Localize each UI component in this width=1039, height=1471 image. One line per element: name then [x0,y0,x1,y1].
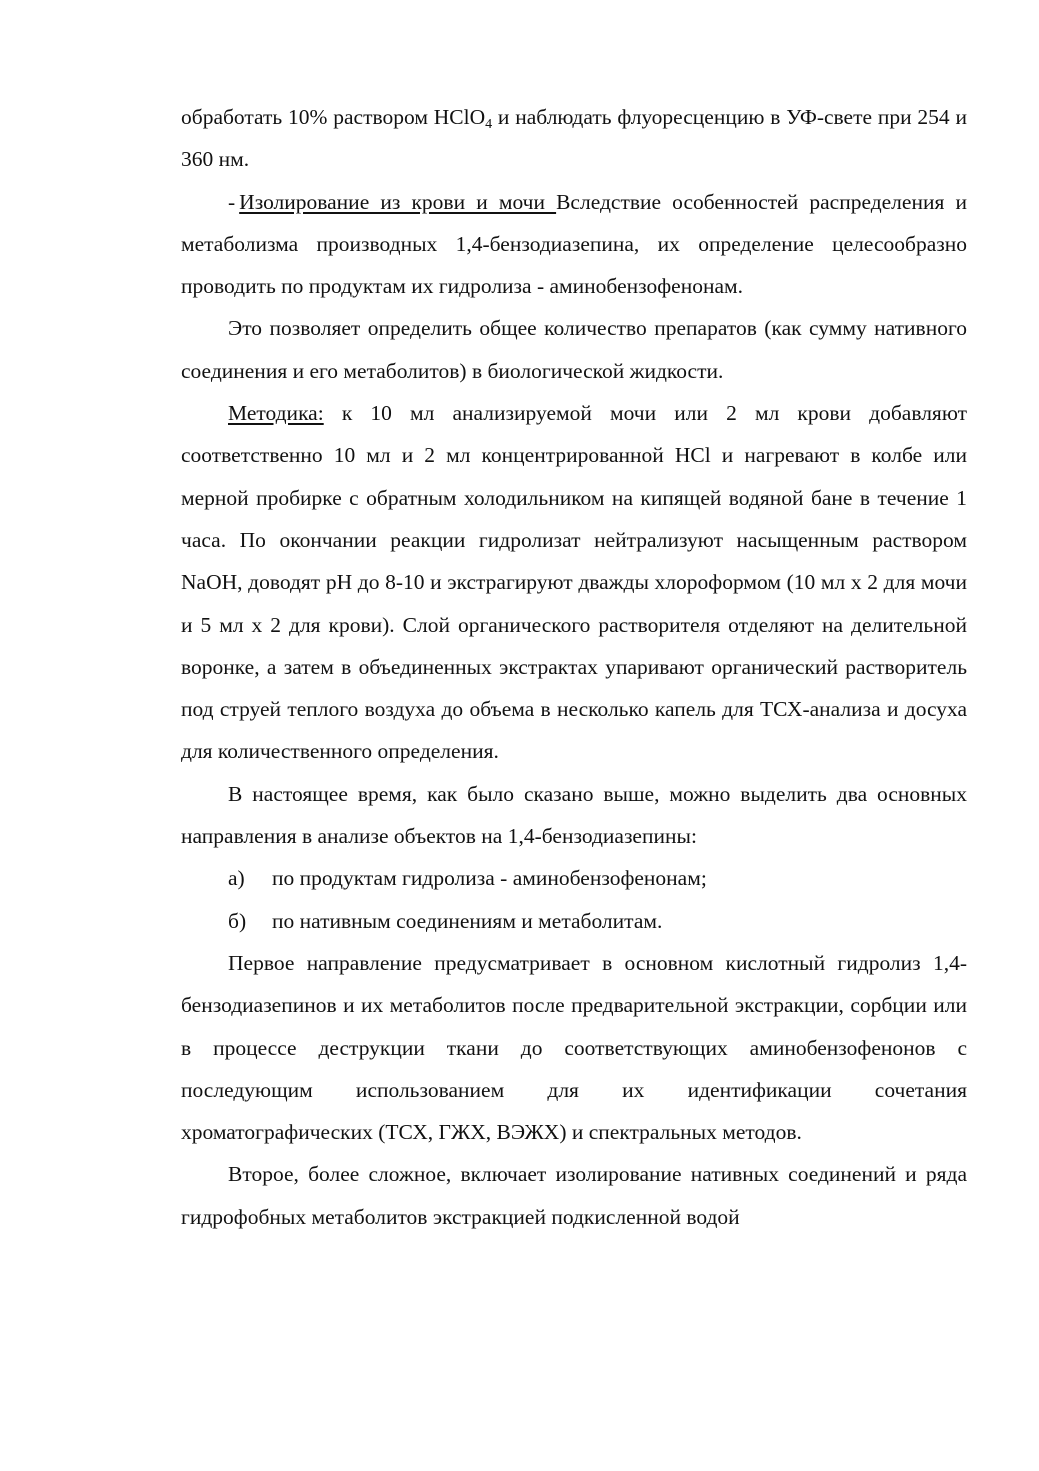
paragraph-text: к 10 мл анализируемой мочи или 2 мл крови добавляют соответственно 10 мл и 2 мл концентрированной HCl и нагревают в колбе или мерной пробирке с обратным холодильником на кипящей водяной бане в течение 1 часа. По окончании реакции гидролизат нейтрализуют насыщенным раствором NaOH, доводят pH до 8-10 и экстрагируют дважды хлороформом (10 мл х 2 для мочи и 5 мл х 2 для крови). Слой органического растворителя отделяют на делительной воронке, а затем в объединенных экстрактах упаривают органический растворитель под струей теплого воздуха до объема в несколько капель для ТСХ-анализа и досуха для количественного определения. [181,401,967,764]
section-heading-isolation: Изолирование из крови и мочи [239,189,557,214]
document-page [181,96,967,1238]
paragraph-method [181,392,967,773]
paragraph-first-direction: Первое направление предусматривает в основном кислотный гидролиз 1,4-бензодиазепинов и их метаболитов после предварительной экстракции, сорбции или в процессе деструкции ткани до соответствующих аминобензофенонов с последующим использованием для их идентификации сочетания хроматографических (ТСХ, ГЖХ, ВЭЖХ) и спектральных методов. [181,950,967,1145]
dash-marker: - [228,189,236,214]
list-item-text: по продуктам гидролиза - аминобензофенонам; [272,866,707,891]
paragraph-total-amount: Это позволяет определить общее количество препаратов (как сумму нативного соединения и его метаболитов) в биологической жидкости. [181,316,967,383]
paragraph-detection [181,96,967,181]
paragraph-directions: В настоящее время, как было сказано выше, можно выделить два основных направления в анализе объектов на 1,4-бензодиазепины: [181,781,967,849]
paragraph-text: Вследствие особенностей распределения и метаболизма производных 1,4-бензодиазепина, их определение целесообразно проводить по продуктам их гидролиза - аминобензофенонам. [181,189,967,299]
list-item [181,900,967,942]
list-item [181,857,967,899]
paragraph-second-direction: Второе, более сложное, включает изолирование нативных соединений и ряда гидрофобных метаболитов экстракцией подкисленной водой [181,1162,967,1229]
list-marker: б) [228,908,247,933]
list-marker: а) [228,866,245,891]
paragraph-isolation [181,181,967,308]
paragraph-text: обработать 10% раствором HClO [181,105,486,129]
section-heading-method: Методика: [228,401,324,426]
subscript: 4 [485,117,493,132]
list-item-text: по нативным соединениям и метаболитам. [272,908,663,933]
paragraph-text: и наблюдать флуоресценцию в УФ-свете при 254 и 360 нм. [181,105,967,172]
